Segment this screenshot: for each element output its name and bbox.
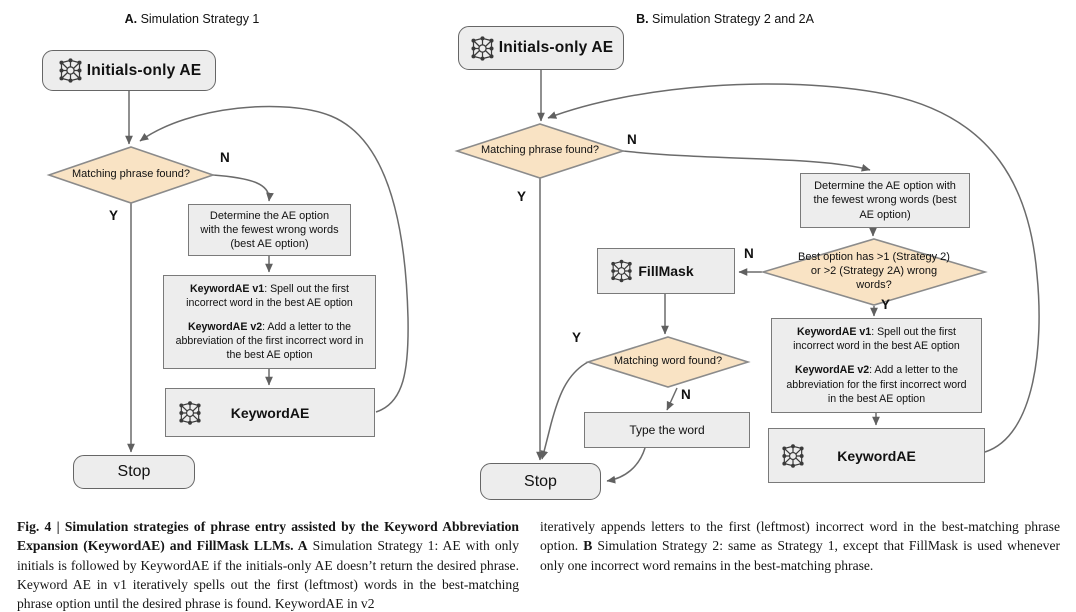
arrow-b-no-to-typeword: [667, 388, 677, 410]
edge-label-yes: Y: [517, 189, 527, 204]
llm-node-keyword-ae-b: [768, 428, 985, 483]
llm-icon: [469, 35, 496, 62]
start-node-label: Initials-only AE: [498, 39, 614, 56]
figure-caption-left-column: Fig. 4 | Simulation strategies of phrase entry assisted by the Keyword Abbreviation Expansion (KeywordAE) and FillMask LLMs. A Simulation Strategy 1: AE with only initials is followed by KeywordAE if the initials-only AE doesn’t return the desired phrase. Keyword AE in v1 iteratively spells out the first (leftmost) words in the best-matching phrase option until the desired phrase is found. KeywordAE in v2: [17, 519, 520, 612]
edge-label-no: N: [681, 387, 691, 402]
decision-label-matching-phrase-a: Matching phrase found?: [71, 168, 191, 181]
stop-node-b: Stop: [480, 463, 601, 500]
start-node-label: Initials-only AE: [86, 61, 202, 79]
process-node-type-word: Type the word: [584, 412, 750, 448]
edge-label-yes: Y: [572, 330, 582, 345]
process-node-keyword-versions-a: [163, 275, 376, 369]
keyword-ae-label: KeywordAE: [230, 404, 310, 421]
fillmask-label: FillMask: [638, 263, 694, 279]
panel-a-title: A. Simulation Strategy 1: [124, 12, 260, 26]
panel-b-title: B. Simulation Strategy 2 and 2A: [636, 12, 814, 26]
arrow-b-yes-word-to-stop: [542, 362, 588, 459]
llm-node-keyword-ae-a: [165, 388, 375, 437]
decision-label-best-option-b: Best option has >1 (Strategy 2) or >2 (Strategy 2A) wrong words?: [798, 251, 950, 291]
keyword-v1-text: KeywordAE v1: Spell out the first incorrect word in the best AE option: [186, 282, 353, 309]
arrow-b-no-to-determine: [623, 151, 870, 170]
start-node-initials-only-ae-a: [42, 50, 216, 91]
edge-label-yes: Y: [109, 208, 119, 223]
process-node-determine-a: Determine the AE option with the fewest wrong words (best AE option): [188, 204, 351, 256]
keyword-v2-text: KeywordAE v2: Add a letter to the abbreviation for the first incorrect word in the best AE option: [786, 364, 967, 405]
figure-caption-right-column: iteratively appends letters to the first (leftmost) incorrect word in the best-matching phrase option. B Simulation Strategy 2: same as Strategy 1, except that FillMask is used whenever only one incorrect word remains in the best-matching phrase.: [540, 519, 1060, 573]
llm-icon: [177, 400, 203, 426]
decision-label-matching-word-b: Matching word found?: [613, 355, 723, 368]
llm-icon: [57, 57, 84, 84]
arrow-b-typeword-to-stop: [607, 448, 645, 481]
keyword-v2-text: KeywordAE v2: Add a letter to the abbreviation of the first incorrect word in the best AE option: [175, 320, 364, 362]
llm-icon: [780, 443, 806, 469]
stop-node-a: Stop: [73, 455, 195, 489]
keyword-ae-label: KeywordAE: [837, 447, 916, 464]
edge-label-no: N: [744, 246, 754, 261]
edge-label-yes: Y: [881, 297, 891, 312]
keyword-v1-text: KeywordAE v1: Spell out the first incorrect word in the best AE option: [793, 326, 960, 353]
edge-label-no: N: [627, 132, 637, 147]
decision-label-matching-phrase-b: Matching phrase found?: [480, 144, 600, 157]
start-node-initials-only-ae-b: [458, 26, 624, 70]
process-node-keyword-versions-b: [771, 318, 982, 413]
process-node-determine-b: Determine the AE option with the fewest wrong words (best AE option): [800, 173, 970, 228]
edge-label-no: N: [220, 150, 230, 165]
llm-node-fillmask: [597, 248, 735, 294]
arrow-a-no-to-determine: [213, 175, 269, 201]
llm-icon: [609, 259, 634, 284]
